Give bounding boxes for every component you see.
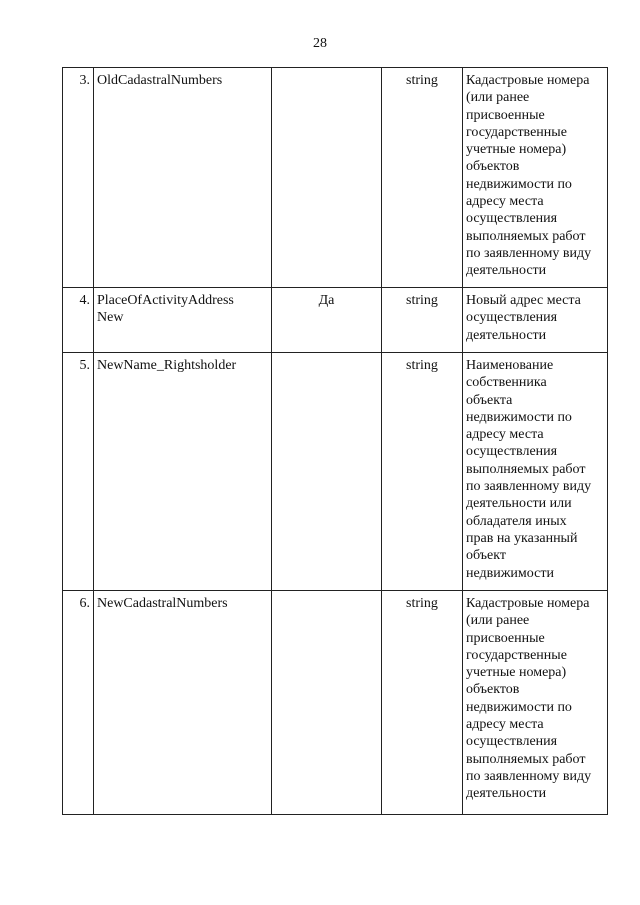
description-line: присвоенные <box>466 630 545 646</box>
description-line: прав на указанный <box>466 530 578 546</box>
description-line: (или ранее <box>466 90 530 106</box>
required-cell <box>272 353 382 591</box>
description-line: объекта <box>466 392 513 408</box>
field-type: string <box>382 68 463 288</box>
table-row <box>63 288 608 353</box>
field-name <box>94 68 272 288</box>
field-name <box>94 353 272 591</box>
field-name-line: PlaceOfActivityAddress <box>97 293 234 308</box>
description-line: объект <box>466 548 506 564</box>
field-name-line: NewCadastralNumbers <box>97 596 228 611</box>
table-row <box>63 68 608 288</box>
description-line: государственные <box>466 124 567 140</box>
description-line: обладателя иных <box>466 513 567 529</box>
table-row <box>63 591 608 815</box>
description-line: адресу места <box>466 427 544 443</box>
required-cell: Да <box>272 288 382 353</box>
row-number: 5. <box>63 353 94 591</box>
description-line: Кадастровые номера <box>466 73 590 88</box>
description-line: осуществления <box>466 444 558 460</box>
field-name-line: NewName_Rightsholder <box>97 358 237 373</box>
table-row <box>63 353 608 591</box>
field-name <box>94 591 272 815</box>
description-line: адресу места <box>466 194 544 210</box>
field-description <box>463 353 608 591</box>
field-name-line: New <box>97 310 124 326</box>
field-description <box>463 591 608 815</box>
page-number: 28 <box>313 36 327 51</box>
description-line: учетные номера) <box>466 665 567 681</box>
description-line: недвижимости по <box>466 699 572 715</box>
description-line: (или ранее <box>466 613 530 629</box>
description-line: по заявленному виду <box>466 245 592 261</box>
description-line: по заявленному виду <box>466 768 592 784</box>
description-line: выполняемых работ <box>466 751 586 767</box>
description-line: осуществления <box>466 310 558 326</box>
description-line: деятельности или <box>466 496 572 512</box>
description-line: государственные <box>466 647 567 663</box>
description-line: объектов <box>466 682 520 698</box>
description-line: присвоенные <box>466 107 545 123</box>
description-line: осуществления <box>466 734 558 750</box>
field-description <box>463 288 608 353</box>
row-number: 4. <box>63 288 94 353</box>
row-number: 6. <box>63 591 94 815</box>
description-line: по заявленному виду <box>466 479 592 495</box>
required-cell <box>272 591 382 815</box>
field-name-line: OldCadastralNumbers <box>97 73 223 88</box>
field-type: string <box>382 353 463 591</box>
description-line: выполняемых работ <box>466 461 586 477</box>
description-line: учетные номера) <box>466 142 567 158</box>
description-line: Наименование <box>466 358 554 373</box>
description-line: адресу места <box>466 717 544 733</box>
field-type: string <box>382 591 463 815</box>
required-cell <box>272 68 382 288</box>
field-name <box>94 288 272 353</box>
description-line: Кадастровые номера <box>466 596 590 611</box>
description-line: недвижимости <box>466 565 554 581</box>
field-description <box>463 68 608 288</box>
description-line: недвижимости по <box>466 176 572 192</box>
description-line: объектов <box>466 159 520 175</box>
description-line: недвижимости по <box>466 409 572 425</box>
description-line: выполняемых работ <box>466 228 586 244</box>
description-line: деятельности <box>466 786 547 802</box>
fields-table <box>62 67 608 815</box>
description-line: деятельности <box>466 327 547 343</box>
description-line: собственника <box>466 375 547 391</box>
field-type: string <box>382 288 463 353</box>
row-number: 3. <box>63 68 94 288</box>
description-line: осуществления <box>466 211 558 227</box>
description-line: Новый адрес места <box>466 293 581 308</box>
description-line: деятельности <box>466 263 547 279</box>
